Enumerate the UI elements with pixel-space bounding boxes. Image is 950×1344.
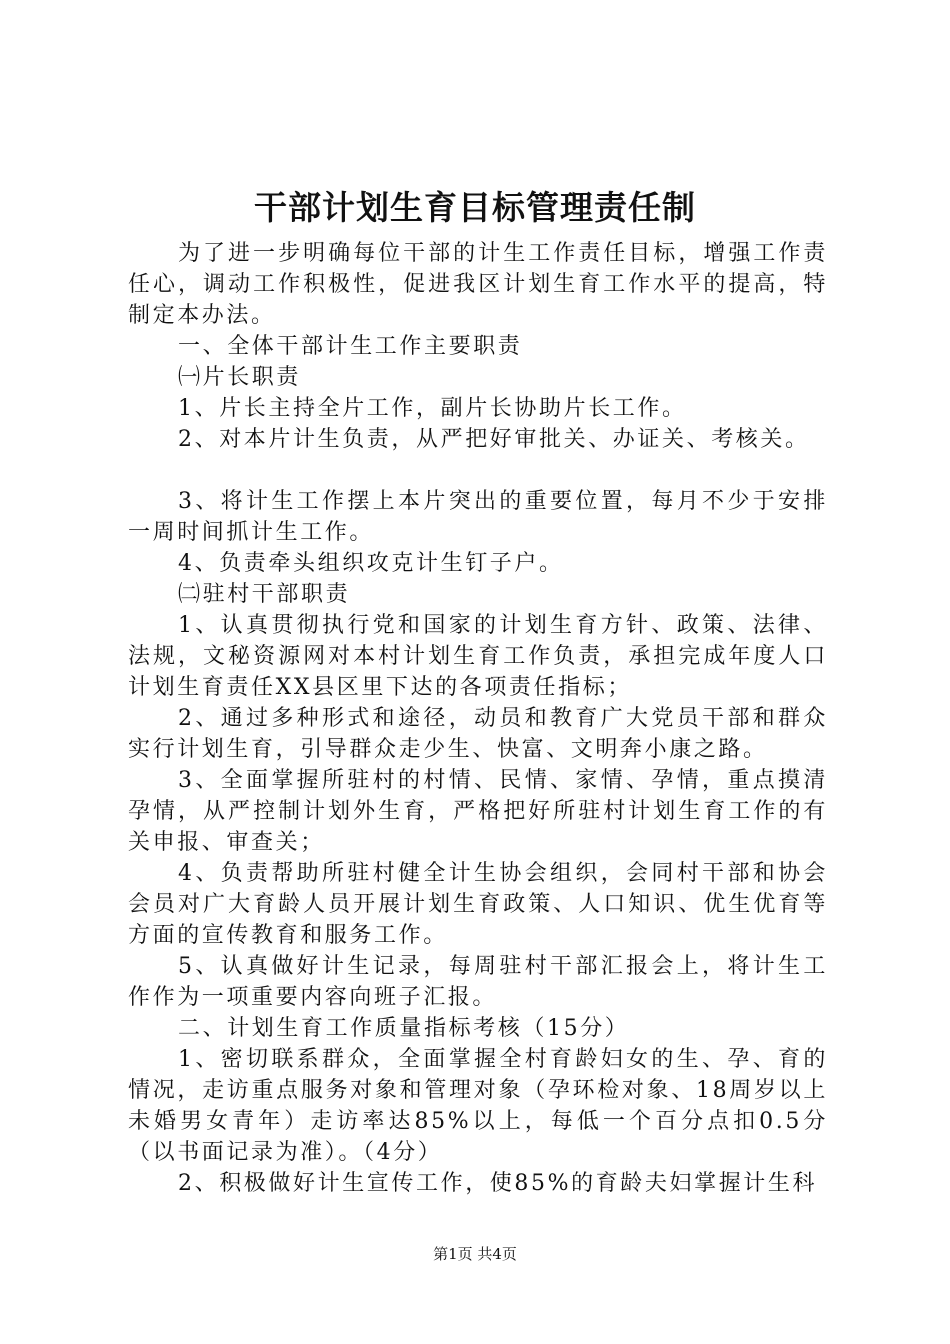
list-item: 2、对本片计生负责，从严把好审批关、办证关、考核关。 [178,427,810,452]
document-body [128,238,828,1199]
list-item: 2、积极做好计生宣传工作，使85%的育龄夫妇掌握计生科 [178,1171,818,1196]
subsection-heading-1: ㈠片长职责 [178,365,302,390]
list-item: 3、全面掌握所驻村的村情、民情、家情、孕情，重点摸清孕情，从严控制计划外生育，严格把好所驻村计划生育工作的有关申报、审查关； [128,768,828,855]
list-item: 2、通过多种形式和途径，动员和教育广大党员干部和群众实行计划生育，引导群众走少生、快富、文明奔小康之路。 [128,706,828,762]
document-title: 干部计划生育目标管理责任制 [254,188,696,227]
list-item: 4、负责牵头组织攻克计生钉子户。 [178,551,564,576]
section-heading-1: 一、全体干部计生工作主要职责 [178,334,523,359]
subsection-heading-2: ㈡驻村干部职责 [178,582,351,607]
list-item: 1、密切联系群众，全面掌握全村育龄妇女的生、孕、育的情况，走访重点服务对象和管理对象（孕环检对象、18周岁以上未婚男女青年）走访率达85%以上，每低一个百分点扣0.5分（以书面记录为准）。（4分） [128,1047,828,1165]
page-footer: 第1页 共4页 [433,1245,517,1263]
list-item: 1、认真贯彻执行党和国家的计划生育方针、政策、法律、法规，文秘资源网对本村计划生育工作负责，承担完成年度人口计划生育责任XX县区里下达的各项责任指标； [128,613,828,700]
paragraph-intro: 为了进一步明确每位干部的计生工作责任目标，增强工作责任心，调动工作积极性，促进我区计划生育工作水平的提高，特制定本办法。 [128,241,828,328]
list-item: 5、认真做好计生记录，每周驻村干部汇报会上，将计生工作作为一项重要内容向班子汇报。 [128,954,828,1010]
list-item: 3、将计生工作摆上本片突出的重要位置，每月不少于安排一周时间抓计生工作。 [128,489,828,545]
list-item: 1、片长主持全片工作，副片长协助片长工作。 [178,396,687,421]
section-heading-2: 二、计划生育工作质量指标考核（15分） [178,1016,630,1041]
list-item: 4、负责帮助所驻村健全计生协会组织，会同村干部和协会会员对广大育龄人员开展计划生育政策、人口知识、优生优育等方面的宣传教育和服务工作。 [128,861,828,948]
